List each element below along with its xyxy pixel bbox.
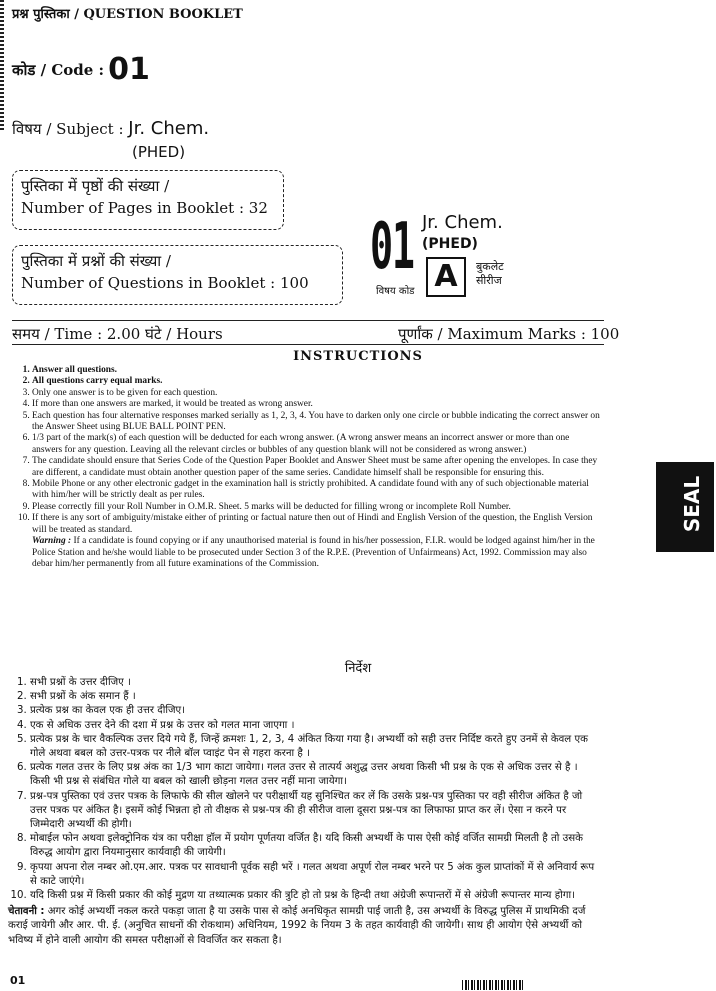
hindi-instruction-item: 7. प्रश्न-पत्र पुस्तिका एवं उत्तर पत्रक के लिफाफे की सील खोलने पर परीक्षार्थी यह सुनिश्चित कर लें कि उसके प्रश्न-पत्र पुस्तिका पर वही सीरीज अंकित है जो उत्तर पत्रक पर अंकित है। इसमें कोई भिन्नता हो तो वीक्षक से प्रश्न-पत्र की ही सीरीज वाला दूसरा प्रश्न-पत्र का लिफाफा प्राप्त कर लें। ऐसा न करने पर जिम्मेदारी अभ्यर्थी की होगी। <box>30 790 600 833</box>
hindi-instruction-item: 6. प्रत्येक गलत उत्तर के लिए प्रश्न अंक का 1/3 भाग काटा जायेगा। गलत उत्तर से तात्पर्य अशुद्ध उत्तर अथवा किसी भी प्रश्न के एक से अधिक उत्तर से है । किसी भी प्रश्न से संबंधित गोले या बबल को खाली छोड़ना गलत उत्तर नहीं माना जायेगा। <box>30 761 600 789</box>
instruction-item: 5. Each question has four alternative responses marked serially as 1, 2, 3, 4. You have to darken only one circle or bubble indicating the correct answer on the Answer Sheet using BLUE BALL POINT PEN. <box>32 411 600 434</box>
booklet-header: प्रश्न पुस्तिका / QUESTION BOOKLET <box>12 7 243 22</box>
seal-text: SEAL <box>680 475 705 533</box>
hindi-instruction-item: 4. एक से अधिक उत्तर देने की दशा में प्रश्न के उत्तर को गलत माना जाएगा । <box>30 719 600 733</box>
hindi-instruction-item: 3. प्रत्येक प्रश्न का केवल एक ही उत्तर दीजिए। <box>30 704 600 718</box>
hindi-warning-label: चेतावनी : <box>8 906 45 918</box>
hindi-instructions-list <box>8 676 600 903</box>
instruction-item: 8. Mobile Phone or any other electronic gadget in the examination hall is strictly prohibited. A candidate found with any of such objectionable material with him/her will be strictly dealt as per rules. <box>32 479 600 502</box>
series-label-line2: सीरीज <box>476 274 502 287</box>
code-value: 01 <box>108 52 150 87</box>
barcode <box>462 980 524 990</box>
time-label: समय / Time : 2.00 घंटे / Hours <box>12 325 223 343</box>
hindi-instruction-item: 2. सभी प्रश्नों के अंक समान हैं । <box>30 690 600 704</box>
max-marks-label: पूर्णांक / Maximum Marks : 100 <box>398 325 620 343</box>
warning-label: Warning : <box>32 536 72 547</box>
pages-count-english: Number of Pages in Booklet : 32 <box>21 199 268 217</box>
seal-stamp <box>656 462 714 552</box>
hindi-instruction-item: 1. सभी प्रश्नों के उत्तर दीजिए । <box>30 676 600 690</box>
series-box: A <box>426 257 466 297</box>
instruction-item: 2. All questions carry equal marks. <box>32 376 600 387</box>
subject-label: विषय / Subject : <box>12 120 124 138</box>
instruction-item: 6. 1/3 part of the mark(s) of each question will be deducted for each wrong answer. (A wrong answer means an incorrect answer or more than one answers for any question. Leaving all the relevant circles or bubbles of any question blank will not be considered as wrong answer.) <box>32 433 600 456</box>
hindi-instruction-item: 8. मोबाईल फोन अथवा इलेक्ट्रोनिक यंत्र का परीक्षा हॉल में प्रयोग पूर्णतया वर्जित है। यदि किसी अभ्यर्थी के पास ऐसी कोई वर्जित सामग्री मिलती है तो उसके विरुद्ध आयोग द्वारा नियमानुसार कार्यवाही की जायेगी। <box>30 832 600 860</box>
page-edge-marks <box>0 0 4 130</box>
footer-code: 01 <box>10 974 26 987</box>
subject-sub: (PHED) <box>132 143 186 161</box>
instruction-item: 10. If there is any sort of ambiguity/mistake either of printing or factual nature then out of Hindi and English Version of the question, the English Version will be treated as standard. <box>32 513 600 536</box>
hindi-warning-paragraph <box>8 905 600 948</box>
divider-mid <box>12 344 604 345</box>
series-label-line1: बुकलेट <box>476 260 504 273</box>
hindi-instructions-title: निर्देश <box>344 661 372 676</box>
code-row <box>12 52 150 87</box>
pages-count-box <box>12 170 284 230</box>
subject-row <box>12 118 209 139</box>
instruction-item: 7. The candidate should ensure that Series Code of the Question Paper Booklet and Answer Sheet must be same after opening the envelopes. In case they are different, a candidate must obtain another question paper of the same series. Candidate himself shall be responsible for ensuring this. <box>32 456 600 479</box>
subject-value: Jr. Chem. <box>128 118 210 139</box>
instructions-title: INSTRUCTIONS <box>293 349 423 364</box>
hindi-warning-text: अगर कोई अभ्यर्थी नकल करते पकड़ा जाता है या उसके पास से कोई अनधिकृत सामग्री पाई जाती है, उस अभ्यर्थी के विरुद्ध पुलिस में प्राथमिकी दर्ज कराई जायेगी और आर. पी. ई. (अनुचित साधनों की रोकथाम) अधिनियम, 1992 के नियम 3 के तहत कार्यवाही की जायेगी। साथ ही आयोग ऐसे अभ्यर्थी को भविष्य में होने वाली आयोग की समस्त परीक्षाओं से विवर्जित कर सकता है। <box>8 906 586 946</box>
instruction-item: 4. If more than one answers are marked, it would be treated as wrong answer. <box>32 399 600 410</box>
pages-count-hindi: पुस्तिका में पृष्ठों की संख्या / <box>21 177 170 195</box>
instruction-item: 1. Answer all questions. <box>32 365 600 376</box>
instruction-item: 3. Only one answer is to be given for each question. <box>32 388 600 399</box>
hindi-instruction-item: 5. प्रत्येक प्रश्न के चार वैकल्पिक उत्तर दिये गये हैं, जिन्हें क्रमशः 1, 2, 3, 4 अंकित किया गया है। अभ्यर्थी को सही उत्तर निर्दिष्ट करते हुए उनमें से केवल एक गोले अथवा बबल को उत्तर-पत्रक पर नीले बॉल प्वाइंट पेन से गहरा करना है । <box>30 733 600 761</box>
questions-count-english: Number of Questions in Booklet : 100 <box>21 274 309 292</box>
instruction-item: 9. Please correctly fill your Roll Number in O.M.R. Sheet. 5 marks will be deducted for filling wrong or incomplete Roll Number. <box>32 502 600 513</box>
hindi-instruction-item: 9. कृपया अपना रोल नम्बर ओ.एम.आर. पत्रक पर सावधानी पूर्वक सही भरें । गलत अथवा अपूर्ण रोल नम्बर भरने पर 5 अंक कुल प्राप्तांकों में से अनिवार्य रूप से काटे जाएंगे। <box>30 861 600 889</box>
warning-paragraph <box>10 536 600 570</box>
warning-text: If a candidate is found copying or if any unauthorised material is found in his/her possession, F.I.R. would be lodged against him/her in the Police Station and he/she would liable to be prosecuted under Section 3 of the R.P.E. (Prevention of Unfairmeans) Act, 1992. Commission may also debar him/her permanently from all future examinations of the Commission. <box>32 536 595 569</box>
stamp-subject: Jr. Chem. <box>422 212 503 233</box>
hindi-instruction-item: 10. यदि किसी प्रश्न में किसी प्रकार की कोई मुद्रण या तथ्यात्मक प्रकार की त्रुटि हो तो प्रश्न के हिन्दी तथा अंग्रेजी रूपान्तरों में से अंग्रेजी रूपान्तर मान्य होगा। <box>30 889 600 903</box>
questions-count-box <box>12 245 343 305</box>
stamp-code: 01 <box>370 210 414 284</box>
instructions-english <box>10 365 600 570</box>
code-label: कोड / Code : <box>12 61 105 79</box>
subject-code-label: विषय कोड <box>376 286 415 297</box>
divider-top <box>12 320 604 321</box>
stamp-sub: (PHED) <box>422 236 478 252</box>
instructions-hindi <box>8 676 600 948</box>
instructions-list <box>10 365 600 536</box>
series-label <box>476 260 504 288</box>
questions-count-hindi: पुस्तिका में प्रश्नों की संख्या / <box>21 252 171 270</box>
